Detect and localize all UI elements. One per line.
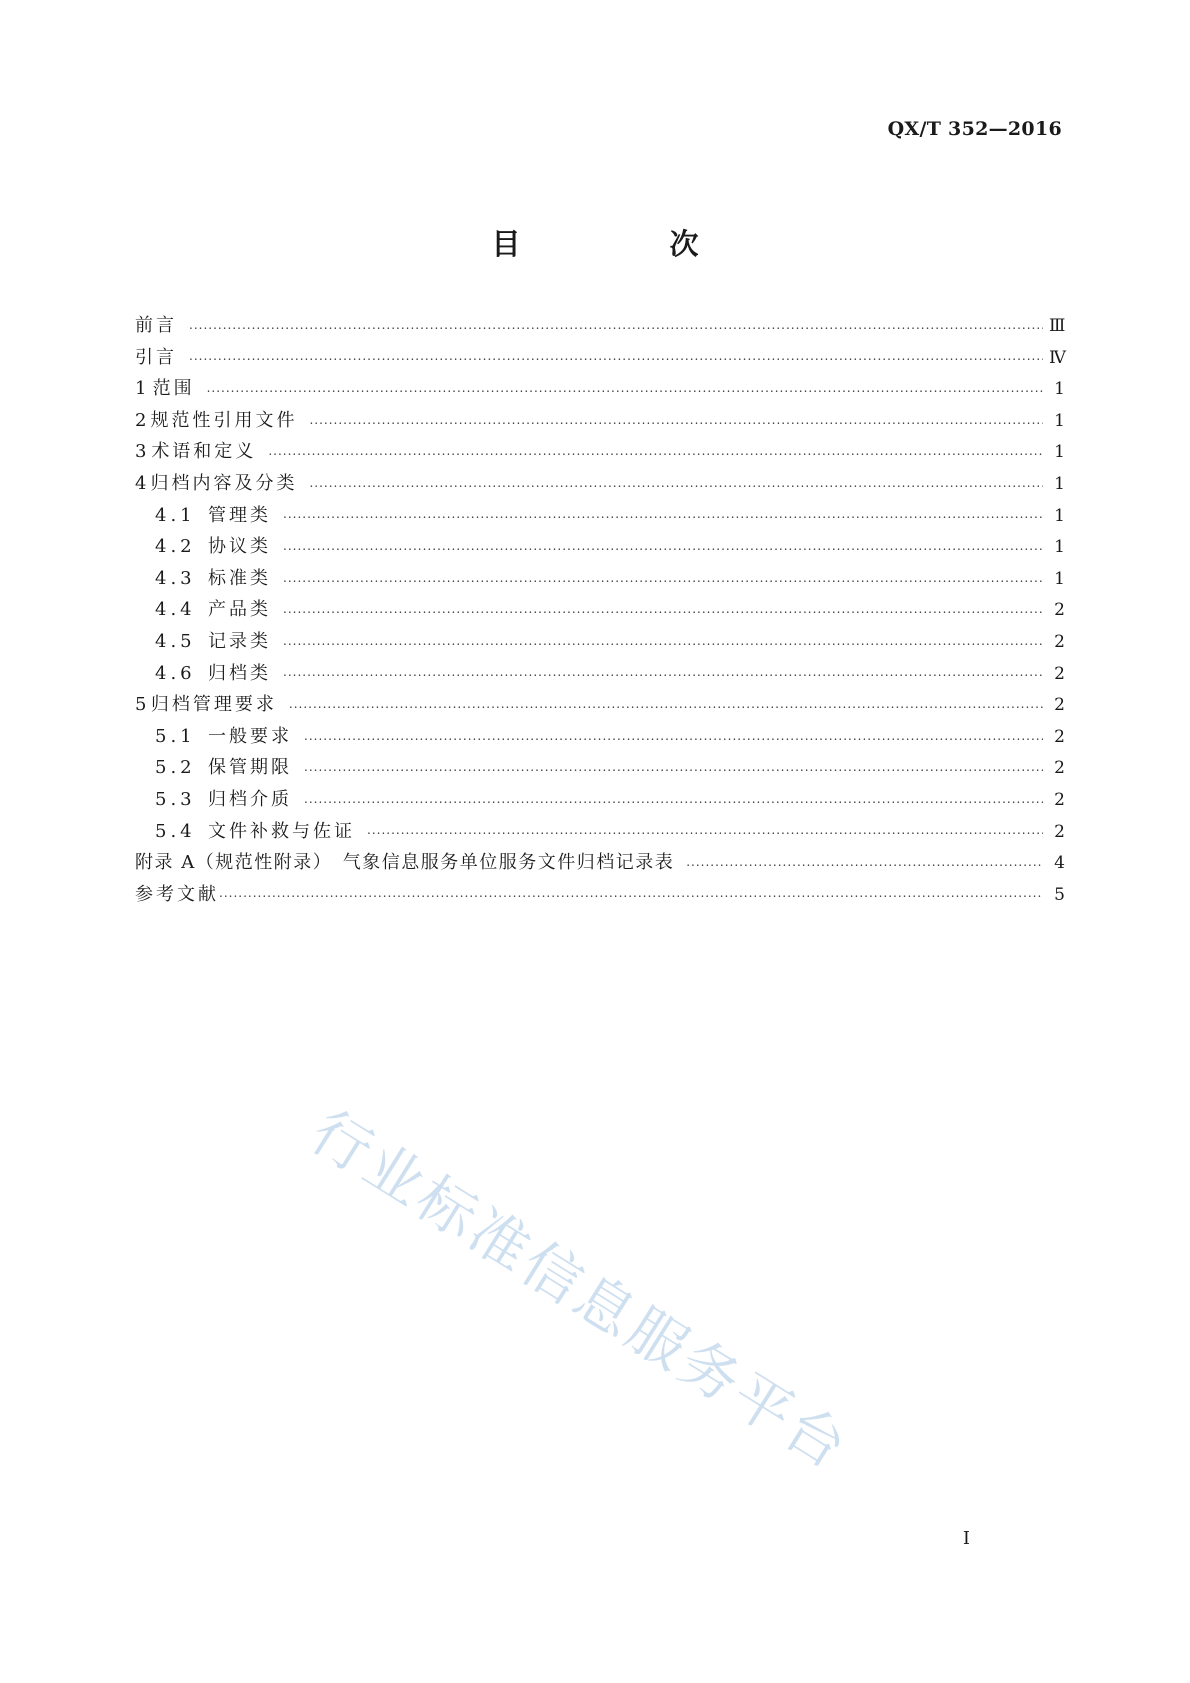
- toc-entry-label: 引言: [135, 346, 177, 368]
- toc-entry-page: 2: [1054, 789, 1065, 810]
- toc-entry-number: 4.6: [155, 662, 196, 684]
- toc-entry-page: 2: [1054, 821, 1065, 842]
- toc-entry-number: 5: [135, 694, 151, 716]
- toc-entry-number: 4.5: [155, 630, 196, 652]
- toc-entry-number: 4.2: [155, 536, 196, 558]
- dot-leader: [304, 760, 1043, 774]
- toc-entry-4-3[interactable]: [135, 564, 1065, 596]
- watermark: 行业标准信息服务平台: [299, 1097, 862, 1484]
- toc-entry-4-1[interactable]: [135, 501, 1065, 533]
- dot-leader: [304, 792, 1043, 806]
- toc-entry-page: 4: [1054, 853, 1065, 874]
- toc-entry-page: 1: [1054, 410, 1065, 431]
- dot-leader: [283, 539, 1043, 553]
- toc-entry-foreword[interactable]: [135, 311, 1065, 343]
- toc-entry-page: 5: [1054, 884, 1065, 905]
- toc-entry-label: 归档介质: [208, 788, 292, 810]
- toc-entry-label: 标准类: [208, 567, 271, 589]
- dot-leader: [304, 729, 1043, 743]
- toc-entry-page: 1: [1054, 568, 1065, 589]
- toc-entry-page: 1: [1054, 537, 1065, 558]
- toc-entry-number: 5.3: [155, 788, 196, 810]
- toc-entry-label: 协议类: [208, 536, 271, 558]
- toc-entry-number: 4: [135, 472, 151, 494]
- toc-entry-4-2[interactable]: [135, 532, 1065, 564]
- toc-entry-page: 1: [1054, 379, 1065, 400]
- dot-leader: [283, 602, 1043, 616]
- toc-entry-label: 管理类: [208, 504, 271, 526]
- toc-entry-number: 4.4: [155, 599, 196, 621]
- toc-entry-5-4[interactable]: [135, 817, 1065, 849]
- toc-entry-label: 记录类: [208, 630, 271, 652]
- toc-entry-label: 参考文献: [135, 883, 219, 905]
- dot-leader: [283, 665, 1043, 679]
- toc-entry-number: 4.1: [155, 504, 196, 526]
- toc-entry-label: 文件补救与佐证: [208, 820, 355, 842]
- dot-leader: [189, 349, 1043, 363]
- toc-entry-label: 范围: [152, 378, 195, 400]
- toc-entry-page: 2: [1054, 663, 1065, 684]
- toc-entry-number: 2: [135, 409, 151, 431]
- toc-entry-number: 5.4: [155, 820, 196, 842]
- toc-entry-5[interactable]: [135, 690, 1065, 722]
- dot-leader: [686, 855, 1043, 869]
- dot-leader: [309, 476, 1043, 490]
- toc-entry-5-3[interactable]: [135, 785, 1065, 817]
- toc-entry-5-1[interactable]: [135, 722, 1065, 754]
- dot-leader: [268, 444, 1043, 458]
- toc-entry-annex-a[interactable]: [135, 848, 1065, 880]
- toc-entry-page: 2: [1054, 631, 1065, 652]
- toc-entry-label: 术语和定义: [151, 441, 257, 463]
- toc-entry-4[interactable]: [135, 469, 1065, 501]
- dot-leader: [283, 507, 1043, 521]
- toc-entry-page: 1: [1054, 442, 1065, 463]
- dot-leader: [283, 571, 1043, 585]
- toc-entry-3[interactable]: [135, 437, 1065, 469]
- toc-entry-5-2[interactable]: [135, 753, 1065, 785]
- toc-entry-page: 1: [1054, 505, 1065, 526]
- page-number: Ⅰ: [962, 1528, 970, 1549]
- toc-entry-4-5[interactable]: [135, 627, 1065, 659]
- toc-entry-2[interactable]: [135, 406, 1065, 438]
- toc-entry-1[interactable]: [135, 374, 1065, 406]
- toc-entry-label: 一般要求: [208, 725, 292, 747]
- toc-entry-label: 规范性引用文件: [150, 409, 298, 431]
- toc-entry-label: 保管期限: [208, 757, 292, 779]
- toc-entry-page: 2: [1054, 695, 1065, 716]
- toc-entry-introduction[interactable]: [135, 343, 1065, 375]
- toc-entry-number: 3: [135, 441, 151, 463]
- standard-code: QX/T 352—2016: [887, 118, 1062, 140]
- toc-entry-number: 4.3: [155, 567, 196, 589]
- toc-entry-page: 2: [1054, 600, 1065, 621]
- toc-entry-label: 附录 A（规范性附录） 气象信息服务单位服务文件归档记录表: [135, 852, 675, 874]
- toc-entry-label: 前言: [135, 315, 177, 336]
- dot-leader: [207, 381, 1043, 395]
- toc-entry-page: Ⅲ: [1049, 316, 1066, 336]
- dot-leader: [367, 823, 1043, 837]
- toc-entry-page: Ⅳ: [1049, 347, 1066, 368]
- dot-leader: [309, 413, 1043, 427]
- toc-entry-page: 2: [1054, 726, 1065, 747]
- toc-entry-number: 5.2: [155, 757, 196, 779]
- toc-entry-bibliography[interactable]: [135, 880, 1065, 912]
- toc-entry-number: 1: [135, 378, 151, 400]
- dot-leader: [289, 697, 1043, 711]
- toc-entry-4-4[interactable]: [135, 595, 1065, 627]
- toc-entry-4-6[interactable]: [135, 659, 1065, 691]
- toc-entry-label: 归档类: [208, 662, 271, 684]
- page-title: 目 次: [491, 227, 759, 261]
- dot-leader: [283, 634, 1043, 648]
- toc-entry-label: 归档内容及分类: [150, 472, 298, 494]
- toc-entry-number: 5.1: [155, 725, 196, 747]
- dot-leader: [189, 318, 1043, 332]
- toc-entry-page: 2: [1054, 758, 1065, 779]
- toc-entry-label: 产品类: [208, 599, 271, 621]
- dot-leader: [219, 886, 1043, 900]
- toc-entry-page: 1: [1054, 473, 1065, 494]
- toc-entry-label: 归档管理要求: [150, 694, 277, 716]
- table-of-contents: [135, 311, 1065, 911]
